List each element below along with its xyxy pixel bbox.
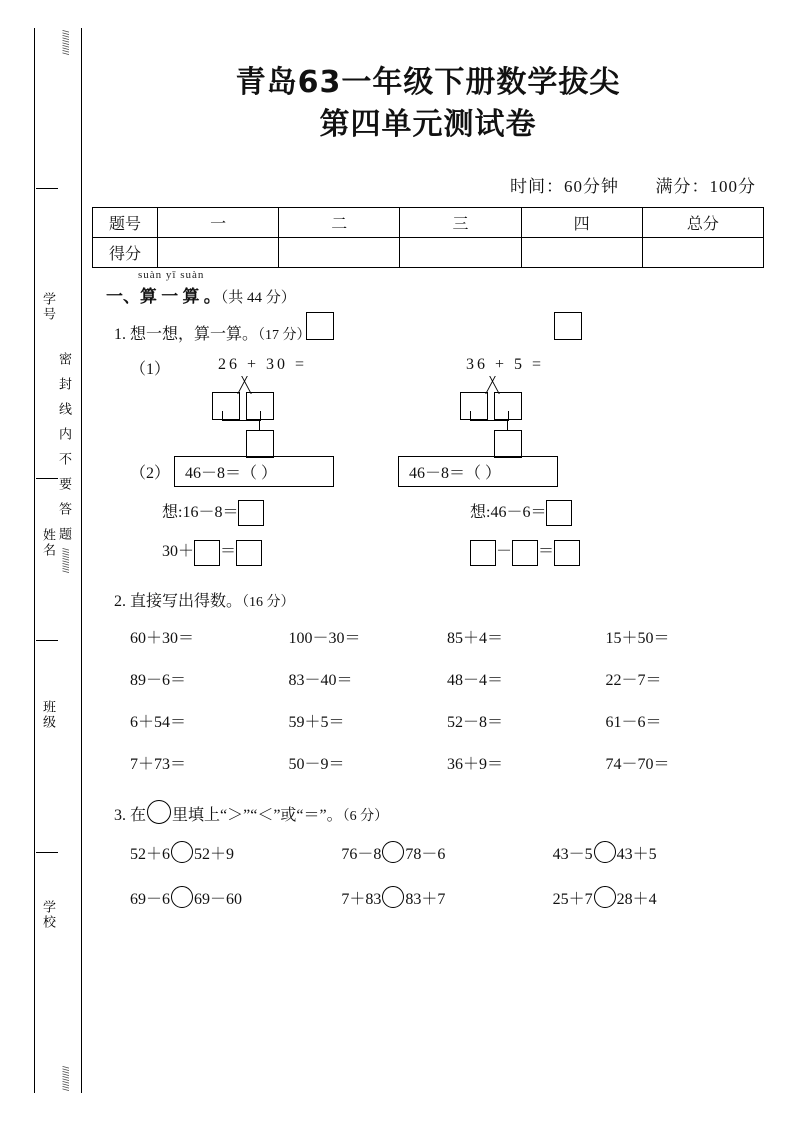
q2-item[interactable]: 100－30＝: [288, 629, 361, 647]
score-table: [92, 207, 764, 268]
question-1-label: 1. 想一想，算一算。: [114, 326, 259, 343]
q3-item-left: 25＋7: [552, 890, 593, 908]
score-cell-3[interactable]: [400, 238, 521, 268]
q3-item-left: 52＋6: [130, 845, 171, 863]
hatch-marks-top: //////////: [60, 30, 71, 56]
table-row: [93, 208, 764, 238]
split-left-box-1[interactable]: [212, 392, 240, 420]
bottom-right-minus: －: [496, 543, 513, 561]
question-1-points: （17 分）: [258, 328, 311, 343]
q3-item-left: 69－6: [130, 890, 171, 908]
student-id-rule: [36, 188, 58, 189]
framed-expression-left[interactable]: 46－8＝（ ）: [174, 456, 334, 487]
split-diagram-right: [460, 356, 552, 452]
q2-item[interactable]: 83－40＝: [288, 671, 353, 689]
bottom-right-box-2[interactable]: [512, 540, 538, 566]
section-1-label: 一、算 一 算 。: [106, 287, 221, 306]
question-3-points: （6 分）: [342, 808, 389, 824]
title-line-2: 第四单元测试卷: [319, 107, 537, 142]
q3-item-right: 28＋4: [616, 890, 657, 908]
split-left-box-3[interactable]: [246, 430, 274, 458]
table-row: [93, 238, 764, 268]
time-limit: 时间：60分钟: [510, 177, 619, 196]
school-rule: [36, 852, 58, 853]
split-right-expression: 36 + 5 =: [466, 356, 545, 373]
compare-circle-icon[interactable]: [171, 886, 193, 908]
question-2-items: [92, 625, 764, 774]
q2-item[interactable]: 48－4＝: [447, 671, 504, 689]
title-line-1: 青岛63一年级下册数学拔尖: [235, 65, 621, 100]
think-right-box[interactable]: [546, 500, 572, 526]
q3-item[interactable]: [553, 886, 764, 909]
q2-item[interactable]: 52－8＝: [447, 713, 504, 731]
section-1-title: [92, 269, 764, 307]
exam-meta: [92, 172, 764, 197]
q2-item[interactable]: 74－70＝: [605, 755, 670, 773]
q2-item[interactable]: 7＋73＝: [130, 755, 187, 773]
score-table-head-5: 总分: [642, 208, 763, 238]
circle-icon: [147, 800, 171, 824]
split-diagram-left: [212, 356, 308, 452]
q3-item-right: 43＋5: [616, 845, 657, 863]
q2-item[interactable]: 36＋9＝: [447, 755, 504, 773]
q3-item-right: 78－6: [405, 845, 446, 863]
think-left-box[interactable]: [238, 500, 264, 526]
q3-item-right: 69－60: [194, 890, 243, 908]
hatch-column: [58, 30, 72, 1091]
score-table-row-label: 得分: [93, 238, 158, 268]
compare-circle-icon[interactable]: [594, 841, 616, 863]
score-table-head-3: 三: [400, 208, 521, 238]
q2-item[interactable]: 59＋5＝: [288, 713, 345, 731]
split-right-box-1[interactable]: [460, 392, 488, 420]
q3-item-left: 43－5: [552, 845, 593, 863]
q2-item[interactable]: 60＋30＝: [130, 629, 195, 647]
question-2-points: （16 分）: [242, 594, 295, 610]
compare-circle-icon[interactable]: [382, 886, 404, 908]
section-1-pinyin: suàn yī suàn: [138, 269, 205, 281]
think-right-text: 想:46－6＝: [470, 504, 547, 521]
name-label: 姓名: [41, 528, 56, 558]
page-title: [92, 62, 764, 146]
bottom-right-eq: ＝: [538, 543, 555, 561]
question-1: [92, 321, 764, 344]
question-3: [92, 800, 764, 825]
question-3-label-b: 里填上“＞”“＜”或“＝”。: [172, 806, 343, 824]
q3-item[interactable]: [553, 841, 764, 864]
class-rule: [36, 640, 58, 641]
hatch-marks-bottom: //////////: [60, 1065, 71, 1091]
bottom-left-box-2[interactable]: [236, 540, 262, 566]
think-left-group: [130, 499, 422, 526]
framed-expression-right[interactable]: 46－8＝（ ）: [398, 456, 558, 487]
q3-item-right: 52＋9: [194, 845, 235, 863]
q2-item[interactable]: 15＋50＝: [605, 629, 670, 647]
q3-item-left: 76－8: [341, 845, 382, 863]
q3-item[interactable]: [341, 841, 552, 864]
question-3-label-a: 3. 在: [114, 806, 147, 824]
section-1-points: （共 44 分）: [220, 290, 296, 306]
school-label: 学校: [41, 900, 56, 930]
total-score: 满分：100分: [655, 177, 756, 196]
bottom-left-eq: ＝: [220, 543, 237, 561]
exam-content: [92, 40, 764, 909]
part-2-marker: （2）: [130, 465, 171, 482]
question-3-items: [92, 841, 764, 909]
bottom-left-group: [130, 538, 422, 565]
q3-item-right: 83＋7: [405, 890, 446, 908]
q3-item-left: 7＋83: [341, 890, 382, 908]
score-cell-2[interactable]: [279, 238, 400, 268]
question-1-part-1: [92, 356, 764, 452]
split-right-answer-box[interactable]: [554, 312, 582, 340]
bottom-right-box-3[interactable]: [554, 540, 580, 566]
part-1-marker: （1）: [130, 361, 171, 378]
question-1-part-2: [92, 456, 764, 487]
question-1-bottom-row: [92, 538, 764, 565]
q2-item[interactable]: 6＋54＝: [130, 713, 187, 731]
score-table-head-4: 四: [521, 208, 642, 238]
q3-item[interactable]: [130, 841, 341, 864]
q2-item[interactable]: 50－9＝: [288, 755, 345, 773]
compare-circle-icon[interactable]: [171, 841, 193, 863]
q3-item[interactable]: [130, 886, 341, 909]
q2-item[interactable]: 85＋4＝: [447, 629, 504, 647]
score-table-head-2: 二: [279, 208, 400, 238]
question-2: [92, 588, 764, 611]
split-left-expression: 26 + 30 =: [218, 356, 308, 373]
hatch-marks-mid: //////////: [60, 547, 71, 573]
score-table-head-0: 题号: [93, 208, 158, 238]
split-right-box-3[interactable]: [494, 430, 522, 458]
q2-item[interactable]: 22－7＝: [605, 671, 662, 689]
split-left-answer-box[interactable]: [306, 312, 334, 340]
score-cell-4[interactable]: [521, 238, 642, 268]
question-1-think-row: [92, 499, 764, 526]
student-id-label: 学号: [41, 292, 56, 322]
seal-line-phrase: 密封线内不要答题: [57, 352, 72, 552]
class-label: 班级: [41, 700, 56, 730]
score-table-head-1: 一: [158, 208, 279, 238]
q3-item[interactable]: [341, 886, 552, 909]
bottom-right-group: [422, 538, 580, 565]
score-cell-total[interactable]: [642, 238, 763, 268]
think-left-text: 想:16－8＝: [162, 504, 239, 521]
score-cell-1[interactable]: [158, 238, 279, 268]
bottom-left-prefix: 30＋: [162, 543, 195, 561]
question-2-label: 2. 直接写出得数。: [114, 592, 243, 610]
compare-circle-icon[interactable]: [382, 841, 404, 863]
bottom-left-box-1[interactable]: [194, 540, 220, 566]
bottom-right-box-1[interactable]: [470, 540, 496, 566]
think-right-group: [422, 499, 572, 526]
compare-circle-icon[interactable]: [594, 886, 616, 908]
q2-item[interactable]: 61－6＝: [605, 713, 662, 731]
q2-item[interactable]: 89－6＝: [130, 671, 187, 689]
